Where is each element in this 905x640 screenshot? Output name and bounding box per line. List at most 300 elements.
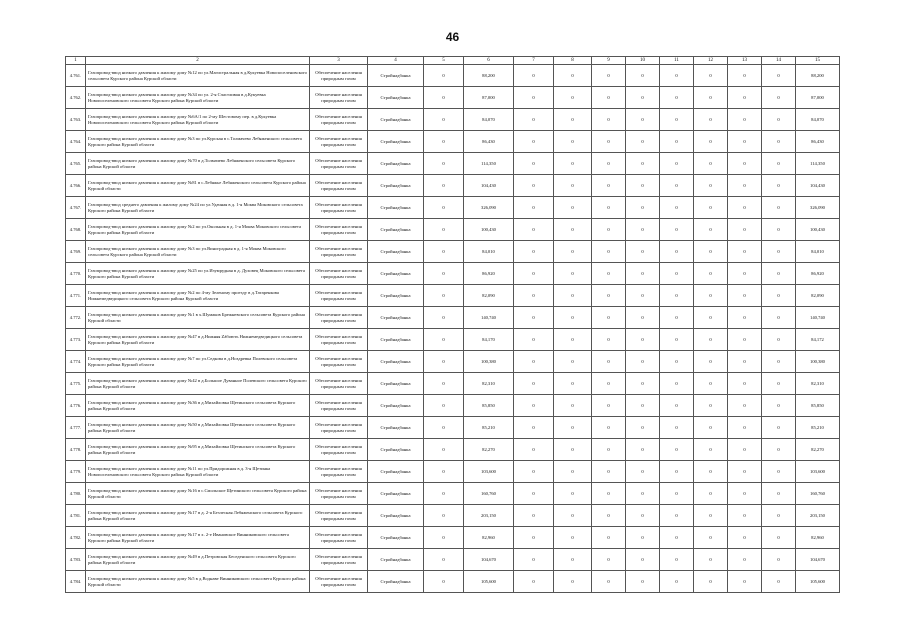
value-col-8: 0 bbox=[554, 197, 592, 219]
total-value: 88,200 bbox=[796, 65, 840, 87]
total-value: 326,090 bbox=[796, 197, 840, 219]
value-col-8: 0 bbox=[554, 175, 592, 197]
value-col-12: 0 bbox=[694, 461, 728, 483]
value-col-6: 104,430 bbox=[464, 175, 514, 197]
value-col-9: 0 bbox=[592, 153, 626, 175]
value-col-13: 0 bbox=[728, 527, 762, 549]
value-col-7: 0 bbox=[514, 285, 554, 307]
value-col-13: 0 bbox=[728, 131, 762, 153]
value-col-12: 0 bbox=[694, 307, 728, 329]
value-col-6: 84,010 bbox=[464, 241, 514, 263]
value-col-12: 0 bbox=[694, 65, 728, 87]
purpose-cell: Обеспечение населения природным газом bbox=[310, 263, 368, 285]
value-col-7: 0 bbox=[514, 307, 554, 329]
row-number: 4.774. bbox=[66, 351, 86, 373]
value-col-7: 0 bbox=[514, 483, 554, 505]
total-value: 203,150 bbox=[796, 505, 840, 527]
value-col-9: 0 bbox=[592, 197, 626, 219]
value-col-8: 0 bbox=[554, 263, 592, 285]
program-table bbox=[65, 56, 840, 593]
value-col-11: 0 bbox=[660, 395, 694, 417]
purpose-cell: Обеспечение населения природным газом bbox=[310, 153, 368, 175]
value-col-12: 0 bbox=[694, 329, 728, 351]
row-number: 4.765. bbox=[66, 153, 86, 175]
value-col-11: 0 bbox=[660, 461, 694, 483]
value-col-13: 0 bbox=[728, 549, 762, 571]
object-description: Газопровод-ввод низкого давления к жилому дому №6А/1 по 2-му Шестовому пер. в д.Кукуевка Новопоселеновского сельсовета Курского района Курской области bbox=[86, 109, 310, 131]
value-col-13: 0 bbox=[728, 505, 762, 527]
column-header-11: 11 bbox=[660, 57, 694, 65]
value-col-9: 0 bbox=[592, 175, 626, 197]
total-value: 82,270 bbox=[796, 439, 840, 461]
value-col-5: 0 bbox=[424, 373, 464, 395]
object-description: Газопровод-ввод низкого давления к жилому дому №81 в с.Лебяжье Лебяженского сельсовета Курского района Курской области bbox=[86, 175, 310, 197]
purpose-cell: Обеспечение населения природным газом bbox=[310, 175, 368, 197]
responsible-unit: Стройнадбанка bbox=[368, 461, 424, 483]
value-col-9: 0 bbox=[592, 263, 626, 285]
table-row bbox=[66, 307, 840, 329]
purpose-cell: Обеспечение населения природным газом bbox=[310, 395, 368, 417]
value-col-7: 0 bbox=[514, 527, 554, 549]
responsible-unit: Стройнадбанка bbox=[368, 285, 424, 307]
responsible-unit: Стройнадбанка bbox=[368, 153, 424, 175]
value-col-10: 0 bbox=[626, 197, 660, 219]
value-col-13: 0 bbox=[728, 395, 762, 417]
total-value: 86,920 bbox=[796, 263, 840, 285]
value-col-14: 0 bbox=[762, 219, 796, 241]
row-number: 4.777. bbox=[66, 417, 86, 439]
purpose-cell: Обеспечение населения природным газом bbox=[310, 87, 368, 109]
total-value: 85,850 bbox=[796, 395, 840, 417]
value-col-5: 0 bbox=[424, 571, 464, 593]
total-value: 160,760 bbox=[796, 483, 840, 505]
value-col-5: 0 bbox=[424, 65, 464, 87]
value-col-10: 0 bbox=[626, 285, 660, 307]
object-description: Газопровод-ввод низкого давления к жилому дому №5 в д.Воднаве Винниковского сельсовета Курского района Курской области bbox=[86, 571, 310, 593]
value-col-10: 0 bbox=[626, 65, 660, 87]
purpose-cell: Обеспечение населения природным газом bbox=[310, 219, 368, 241]
value-col-12: 0 bbox=[694, 505, 728, 527]
value-col-11: 0 bbox=[660, 153, 694, 175]
value-col-12: 0 bbox=[694, 417, 728, 439]
responsible-unit: Стройнадбанка bbox=[368, 439, 424, 461]
value-col-14: 0 bbox=[762, 285, 796, 307]
value-col-5: 0 bbox=[424, 307, 464, 329]
column-header-5: 5 bbox=[424, 57, 464, 65]
purpose-cell: Обеспечение населения природным газом bbox=[310, 417, 368, 439]
object-description: Газопровод-ввод низкого давления к жилому дому №3 по ул.Виноградная в д. 1-я Моква Моковского сельсовета Курского района Курской области bbox=[86, 241, 310, 263]
table-row bbox=[66, 505, 840, 527]
value-col-9: 0 bbox=[592, 329, 626, 351]
value-col-6: 84,170 bbox=[464, 329, 514, 351]
object-description: Газопровод-ввод низкого давления к жилому дому №7 по ул.Седкова в д.Ноздревка Полевского сельсовета Курского района Курской области bbox=[86, 351, 310, 373]
responsible-unit: Стройнадбанка bbox=[368, 373, 424, 395]
table-row bbox=[66, 87, 840, 109]
value-col-5: 0 bbox=[424, 483, 464, 505]
responsible-unit: Стройнадбанка bbox=[368, 197, 424, 219]
value-col-7: 0 bbox=[514, 461, 554, 483]
value-col-11: 0 bbox=[660, 329, 694, 351]
value-col-14: 0 bbox=[762, 241, 796, 263]
table-row bbox=[66, 219, 840, 241]
total-value: 85,210 bbox=[796, 417, 840, 439]
value-col-12: 0 bbox=[694, 571, 728, 593]
value-col-11: 0 bbox=[660, 263, 694, 285]
responsible-unit: Стройнадбанка bbox=[368, 65, 424, 87]
table-row bbox=[66, 109, 840, 131]
value-col-14: 0 bbox=[762, 505, 796, 527]
table-row bbox=[66, 351, 840, 373]
value-col-7: 0 bbox=[514, 549, 554, 571]
value-col-10: 0 bbox=[626, 461, 660, 483]
value-col-14: 0 bbox=[762, 329, 796, 351]
value-col-7: 0 bbox=[514, 263, 554, 285]
responsible-unit: Стройнадбанка bbox=[368, 109, 424, 131]
table-body bbox=[66, 65, 840, 593]
value-col-7: 0 bbox=[514, 241, 554, 263]
value-col-13: 0 bbox=[728, 439, 762, 461]
value-col-13: 0 bbox=[728, 109, 762, 131]
value-col-14: 0 bbox=[762, 527, 796, 549]
value-col-10: 0 bbox=[626, 329, 660, 351]
column-header-2: 2 bbox=[86, 57, 310, 65]
value-col-10: 0 bbox=[626, 153, 660, 175]
total-value: 82,090 bbox=[796, 285, 840, 307]
value-col-13: 0 bbox=[728, 351, 762, 373]
value-col-11: 0 bbox=[660, 241, 694, 263]
value-col-6: 84,070 bbox=[464, 109, 514, 131]
value-col-14: 0 bbox=[762, 109, 796, 131]
value-col-13: 0 bbox=[728, 571, 762, 593]
value-col-5: 0 bbox=[424, 395, 464, 417]
responsible-unit: Стройнадбанка bbox=[368, 351, 424, 373]
value-col-8: 0 bbox=[554, 351, 592, 373]
value-col-14: 0 bbox=[762, 571, 796, 593]
value-col-12: 0 bbox=[694, 395, 728, 417]
value-col-11: 0 bbox=[660, 307, 694, 329]
value-col-14: 0 bbox=[762, 439, 796, 461]
value-col-10: 0 bbox=[626, 307, 660, 329]
value-col-12: 0 bbox=[694, 87, 728, 109]
value-col-8: 0 bbox=[554, 131, 592, 153]
responsible-unit: Стройнадбанка bbox=[368, 329, 424, 351]
value-col-9: 0 bbox=[592, 351, 626, 373]
value-col-10: 0 bbox=[626, 549, 660, 571]
value-col-11: 0 bbox=[660, 417, 694, 439]
value-col-14: 0 bbox=[762, 87, 796, 109]
value-col-14: 0 bbox=[762, 263, 796, 285]
value-col-6: 100,380 bbox=[464, 351, 514, 373]
table-row bbox=[66, 263, 840, 285]
value-col-7: 0 bbox=[514, 373, 554, 395]
column-header-8: 8 bbox=[554, 57, 592, 65]
column-header-15: 15 bbox=[796, 57, 840, 65]
object-description: Газопровод-ввод низкого давления к жилому дому №2 по 4-му Зеленому проезду в д.Татаренкова Нижнемедведицкого сельсовета Курского района Курской области bbox=[86, 285, 310, 307]
table-row bbox=[66, 153, 840, 175]
value-col-12: 0 bbox=[694, 131, 728, 153]
value-col-11: 0 bbox=[660, 571, 694, 593]
value-col-14: 0 bbox=[762, 417, 796, 439]
value-col-7: 0 bbox=[514, 417, 554, 439]
purpose-cell: Обеспечение населения природным газом bbox=[310, 373, 368, 395]
value-col-13: 0 bbox=[728, 417, 762, 439]
total-value: 104,670 bbox=[796, 549, 840, 571]
responsible-unit: Стройнадбанка bbox=[368, 263, 424, 285]
value-col-9: 0 bbox=[592, 241, 626, 263]
value-col-7: 0 bbox=[514, 571, 554, 593]
value-col-8: 0 bbox=[554, 505, 592, 527]
responsible-unit: Стройнадбанка bbox=[368, 219, 424, 241]
row-number: 4.779. bbox=[66, 461, 86, 483]
value-col-9: 0 bbox=[592, 373, 626, 395]
value-col-7: 0 bbox=[514, 175, 554, 197]
value-col-12: 0 bbox=[694, 439, 728, 461]
value-col-8: 0 bbox=[554, 461, 592, 483]
value-col-7: 0 bbox=[514, 351, 554, 373]
purpose-cell: Обеспечение населения природным газом bbox=[310, 329, 368, 351]
row-number: 4.783. bbox=[66, 549, 86, 571]
value-col-10: 0 bbox=[626, 483, 660, 505]
table-row bbox=[66, 549, 840, 571]
value-col-9: 0 bbox=[592, 285, 626, 307]
total-value: 82,310 bbox=[796, 373, 840, 395]
responsible-unit: Стройнадбанка bbox=[368, 175, 424, 197]
table-row bbox=[66, 241, 840, 263]
value-col-6: 160,760 bbox=[464, 483, 514, 505]
purpose-cell: Обеспечение населения природным газом bbox=[310, 109, 368, 131]
row-number: 4.768. bbox=[66, 219, 86, 241]
column-header-9: 9 bbox=[592, 57, 626, 65]
value-col-11: 0 bbox=[660, 285, 694, 307]
purpose-cell: Обеспечение населения природным газом bbox=[310, 549, 368, 571]
total-value: 103,600 bbox=[796, 461, 840, 483]
column-number-row bbox=[66, 57, 840, 65]
responsible-unit: Стройнадбанка bbox=[368, 417, 424, 439]
value-col-9: 0 bbox=[592, 87, 626, 109]
row-number: 4.770. bbox=[66, 263, 86, 285]
purpose-cell: Обеспечение населения природным газом bbox=[310, 439, 368, 461]
table-row bbox=[66, 329, 840, 351]
table-row bbox=[66, 131, 840, 153]
responsible-unit: Стройнадбанка bbox=[368, 241, 424, 263]
value-col-11: 0 bbox=[660, 373, 694, 395]
value-col-10: 0 bbox=[626, 109, 660, 131]
column-header-10: 10 bbox=[626, 57, 660, 65]
value-col-11: 0 bbox=[660, 131, 694, 153]
value-col-8: 0 bbox=[554, 307, 592, 329]
value-col-13: 0 bbox=[728, 219, 762, 241]
row-number: 4.772. bbox=[66, 307, 86, 329]
value-col-6: 103,600 bbox=[464, 461, 514, 483]
value-col-8: 0 bbox=[554, 153, 592, 175]
value-col-14: 0 bbox=[762, 351, 796, 373]
value-col-7: 0 bbox=[514, 153, 554, 175]
value-col-9: 0 bbox=[592, 307, 626, 329]
value-col-12: 0 bbox=[694, 197, 728, 219]
purpose-cell: Обеспечение населения природным газом bbox=[310, 461, 368, 483]
value-col-6: 104,670 bbox=[464, 549, 514, 571]
object-description: Газопровод-ввод низкого давления к жилому дому №36 в д.Михайловка Щетинского сельсовета Курского района Курской области bbox=[86, 395, 310, 417]
value-col-9: 0 bbox=[592, 131, 626, 153]
value-col-13: 0 bbox=[728, 483, 762, 505]
value-col-14: 0 bbox=[762, 549, 796, 571]
value-col-5: 0 bbox=[424, 219, 464, 241]
value-col-9: 0 bbox=[592, 109, 626, 131]
value-col-5: 0 bbox=[424, 285, 464, 307]
value-col-9: 0 bbox=[592, 439, 626, 461]
column-header-3: 3 bbox=[310, 57, 368, 65]
value-col-6: 100,430 bbox=[464, 219, 514, 241]
value-col-9: 0 bbox=[592, 417, 626, 439]
value-col-5: 0 bbox=[424, 461, 464, 483]
value-col-8: 0 bbox=[554, 219, 592, 241]
row-number: 4.766. bbox=[66, 175, 86, 197]
object-description: Газопровод-ввод низкого давления к жилому дому №49 в д.Петровская Беседенского сельсовета Курского района Курской области bbox=[86, 549, 310, 571]
value-col-8: 0 bbox=[554, 483, 592, 505]
value-col-12: 0 bbox=[694, 373, 728, 395]
value-col-13: 0 bbox=[728, 65, 762, 87]
value-col-9: 0 bbox=[592, 549, 626, 571]
value-col-10: 0 bbox=[626, 351, 660, 373]
value-col-8: 0 bbox=[554, 417, 592, 439]
row-number: 4.780. bbox=[66, 483, 86, 505]
value-col-6: 114,350 bbox=[464, 153, 514, 175]
column-header-12: 12 bbox=[694, 57, 728, 65]
row-number: 4.776. bbox=[66, 395, 86, 417]
value-col-9: 0 bbox=[592, 65, 626, 87]
table-row bbox=[66, 417, 840, 439]
value-col-13: 0 bbox=[728, 373, 762, 395]
value-col-14: 0 bbox=[762, 461, 796, 483]
purpose-cell: Обеспечение населения природным газом bbox=[310, 285, 368, 307]
value-col-10: 0 bbox=[626, 263, 660, 285]
value-col-5: 0 bbox=[424, 153, 464, 175]
value-col-12: 0 bbox=[694, 153, 728, 175]
value-col-13: 0 bbox=[728, 285, 762, 307]
total-value: 100,380 bbox=[796, 351, 840, 373]
value-col-5: 0 bbox=[424, 527, 464, 549]
value-col-5: 0 bbox=[424, 351, 464, 373]
value-col-5: 0 bbox=[424, 549, 464, 571]
value-col-5: 0 bbox=[424, 197, 464, 219]
value-col-7: 0 bbox=[514, 65, 554, 87]
value-col-6: 86,430 bbox=[464, 131, 514, 153]
value-col-7: 0 bbox=[514, 109, 554, 131]
value-col-8: 0 bbox=[554, 571, 592, 593]
total-value: 82,960 bbox=[796, 527, 840, 549]
object-description: Газопровод-ввод низкого давления к жилому дому №70 в д.Толмачево Лебяженского сельсовета Курского района Курской области bbox=[86, 153, 310, 175]
page-number: 46 bbox=[445, 30, 460, 44]
value-col-12: 0 bbox=[694, 549, 728, 571]
value-col-7: 0 bbox=[514, 329, 554, 351]
value-col-10: 0 bbox=[626, 131, 660, 153]
responsible-unit: Стройнадбанка bbox=[368, 549, 424, 571]
total-value: 84,010 bbox=[796, 241, 840, 263]
object-description: Газопровод-ввод низкого давления к жилому дому №16 в с.Смольское Щетинского сельсовета Курского района Курской области bbox=[86, 483, 310, 505]
total-value: 84,070 bbox=[796, 109, 840, 131]
value-col-13: 0 bbox=[728, 175, 762, 197]
value-col-14: 0 bbox=[762, 483, 796, 505]
value-col-13: 0 bbox=[728, 87, 762, 109]
value-col-8: 0 bbox=[554, 439, 592, 461]
value-col-8: 0 bbox=[554, 109, 592, 131]
value-col-6: 203,150 bbox=[464, 505, 514, 527]
table-row bbox=[66, 197, 840, 219]
value-col-8: 0 bbox=[554, 241, 592, 263]
object-description: Газопровод-ввод среднего давления к жилому дому №24 по ул.Удачная в д. 1-я Моква Моковского сельсовета Курского района Курской области bbox=[86, 197, 310, 219]
value-col-8: 0 bbox=[554, 87, 592, 109]
value-col-13: 0 bbox=[728, 241, 762, 263]
value-col-12: 0 bbox=[694, 483, 728, 505]
table-row bbox=[66, 175, 840, 197]
purpose-cell: Обеспечение населения природным газом bbox=[310, 505, 368, 527]
value-col-7: 0 bbox=[514, 87, 554, 109]
total-value: 114,350 bbox=[796, 153, 840, 175]
value-col-10: 0 bbox=[626, 175, 660, 197]
table-row bbox=[66, 527, 840, 549]
responsible-unit: Стройнадбанка bbox=[368, 395, 424, 417]
table-header bbox=[66, 57, 840, 65]
value-col-11: 0 bbox=[660, 439, 694, 461]
total-value: 140,740 bbox=[796, 307, 840, 329]
value-col-6: 105,600 bbox=[464, 571, 514, 593]
value-col-8: 0 bbox=[554, 549, 592, 571]
object-description: Газопровод-ввод низкого давления к жилому дому №42 в д.Большое Дуванное Полевского сельсовета Курского района Курской области bbox=[86, 373, 310, 395]
purpose-cell: Обеспечение населения природным газом bbox=[310, 65, 368, 87]
value-col-10: 0 bbox=[626, 571, 660, 593]
value-col-12: 0 bbox=[694, 241, 728, 263]
purpose-cell: Обеспечение населения природным газом bbox=[310, 527, 368, 549]
value-col-9: 0 bbox=[592, 527, 626, 549]
value-col-8: 0 bbox=[554, 65, 592, 87]
value-col-14: 0 bbox=[762, 197, 796, 219]
value-col-5: 0 bbox=[424, 417, 464, 439]
column-header-7: 7 bbox=[514, 57, 554, 65]
purpose-cell: Обеспечение населения природным газом bbox=[310, 483, 368, 505]
value-col-7: 0 bbox=[514, 505, 554, 527]
total-value: 87,000 bbox=[796, 87, 840, 109]
value-col-9: 0 bbox=[592, 571, 626, 593]
total-value: 86,430 bbox=[796, 131, 840, 153]
object-description: Газопровод-ввод низкого давления к жилому дому №25 по ул.Изумрудная в д. Духовец Моковского сельсовета Курского района Курской области bbox=[86, 263, 310, 285]
value-col-12: 0 bbox=[694, 109, 728, 131]
value-col-5: 0 bbox=[424, 263, 464, 285]
value-col-6: 82,270 bbox=[464, 439, 514, 461]
value-col-6: 326,090 bbox=[464, 197, 514, 219]
value-col-11: 0 bbox=[660, 175, 694, 197]
value-col-8: 0 bbox=[554, 373, 592, 395]
value-col-6: 87,000 bbox=[464, 87, 514, 109]
value-col-12: 0 bbox=[694, 527, 728, 549]
value-col-13: 0 bbox=[728, 329, 762, 351]
purpose-cell: Обеспечение населения природным газом bbox=[310, 241, 368, 263]
value-col-11: 0 bbox=[660, 65, 694, 87]
value-col-5: 0 bbox=[424, 439, 464, 461]
value-col-7: 0 bbox=[514, 197, 554, 219]
value-col-10: 0 bbox=[626, 373, 660, 395]
purpose-cell: Обеспечение населения природным газом bbox=[310, 351, 368, 373]
row-number: 4.775. bbox=[66, 373, 86, 395]
value-col-10: 0 bbox=[626, 417, 660, 439]
purpose-cell: Обеспечение населения природным газом bbox=[310, 307, 368, 329]
value-col-10: 0 bbox=[626, 395, 660, 417]
value-col-5: 0 bbox=[424, 505, 464, 527]
value-col-6: 86,920 bbox=[464, 263, 514, 285]
table-row bbox=[66, 373, 840, 395]
value-col-10: 0 bbox=[626, 527, 660, 549]
row-number: 4.782. bbox=[66, 527, 86, 549]
value-col-7: 0 bbox=[514, 219, 554, 241]
